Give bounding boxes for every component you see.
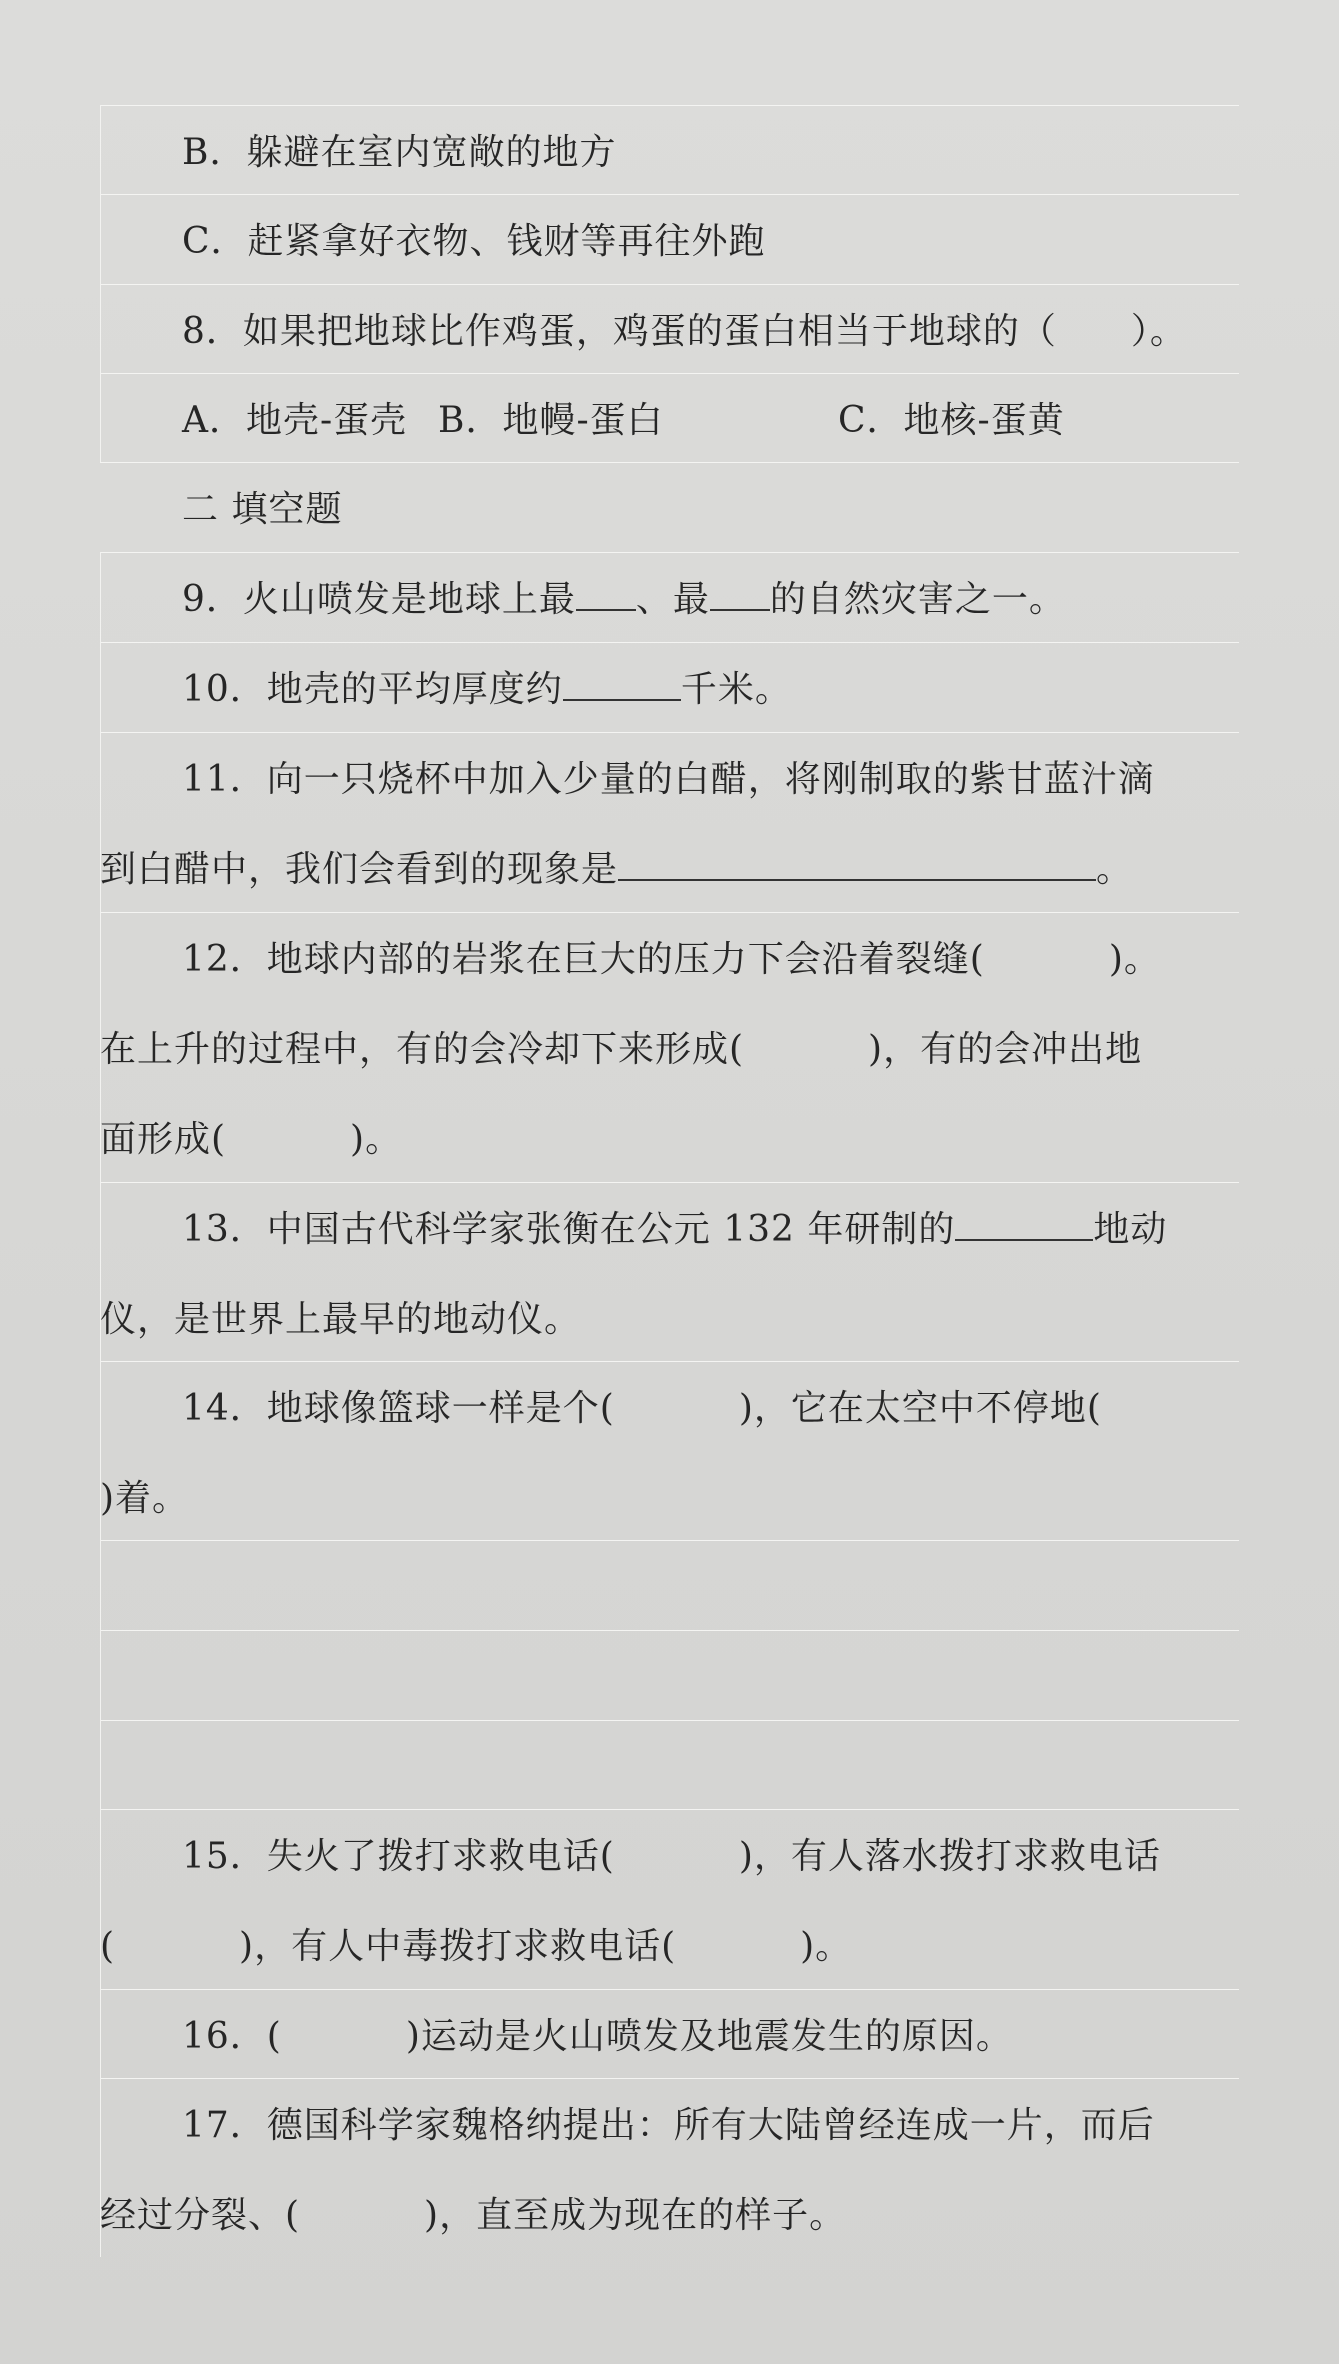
q12-text-5: 面形成( — [100, 1119, 227, 1160]
q11-text-2: 。 — [1096, 849, 1134, 890]
ruled-line — [100, 1809, 1239, 1810]
q10-blank[interactable] — [563, 669, 681, 701]
q14-line-1 — [100, 1364, 1239, 1454]
q9 — [100, 555, 1239, 645]
q17-text-1: 经过分裂、( — [100, 2195, 301, 2236]
q9-blank-2[interactable] — [710, 579, 770, 611]
q10-text-2: 千米。 — [680, 669, 792, 710]
q7-option-c: C．赶紧拿好衣物、钱财等再往外跑 — [182, 221, 766, 262]
q16-text-1: 16．( — [182, 2016, 282, 2057]
q17-line-2 — [100, 2171, 1239, 2261]
ruled-line — [100, 1630, 1239, 1631]
q8-option-a: A．地壳-蛋壳 — [182, 400, 408, 441]
q15-text-2: )，有人落水拨打求救电话 — [738, 1836, 1161, 1877]
ruled-line — [100, 1720, 1239, 1721]
q15-line-2 — [100, 1902, 1239, 1992]
q17-text-2: )，直至成为现在的样子。 — [424, 2195, 847, 2236]
q15-text-4: )，有人中毒拨打求救电话( — [239, 1926, 677, 1967]
q14-text-2: )，它在太空中不停地( — [738, 1388, 1102, 1429]
q10-text-1: 10．地壳的平均厚度约 — [182, 669, 563, 710]
q12-line-1 — [100, 915, 1239, 1005]
q12-line-2 — [100, 1005, 1239, 1095]
ruled-line — [100, 105, 1239, 106]
q13-line-1 — [100, 1185, 1239, 1275]
q12-text-4: )，有的会冲出地 — [868, 1029, 1143, 1070]
q12-text-3: 在上升的过程中，有的会冷却下来形成( — [100, 1029, 745, 1070]
q11-line-1: 11．向一只烧杯中加入少量的白醋，将刚制取的紫甘蓝汁滴 — [182, 759, 1155, 800]
q11-text-1: 到白醋中，我们会看到的现象是 — [100, 849, 619, 890]
q12-text-1: 12．地球内部的岩浆在巨大的压力下会沿着裂缝( — [182, 939, 985, 980]
q15-text-1: 15．失火了拨打求救电话( — [182, 1836, 615, 1877]
q14-line-2: )着。 — [100, 1478, 190, 1519]
q9-text-2: 、最 — [635, 579, 710, 620]
q7-option-b: B．躲避在室内宽敞的地方 — [182, 132, 617, 173]
q11-line-2 — [100, 825, 1239, 915]
q15-text-5: )。 — [800, 1926, 853, 1967]
q8-stem: 8．如果把地球比作鸡蛋，鸡蛋的蛋白相当于地球的（ ）。 — [182, 311, 1187, 352]
q15-text-3: ( — [100, 1926, 116, 1967]
q13-text-1: 13．中国古代科学家张衡在公元 132 年研制的 — [182, 1209, 956, 1250]
q8-options — [100, 376, 1239, 466]
q8-option-b: B．地幔-蛋白 — [438, 400, 664, 441]
q12-text-2: )。 — [1108, 939, 1161, 980]
q14-text-1: 14．地球像篮球一样是个( — [182, 1388, 615, 1429]
q8-option-c: C．地核-蛋黄 — [838, 400, 1065, 441]
q9-text-1: 9．火山喷发是地球上最 — [182, 579, 576, 620]
q16 — [100, 1992, 1239, 2082]
q13-text-2: 地动 — [1093, 1209, 1168, 1250]
q9-blank-1[interactable] — [576, 579, 636, 611]
q10 — [100, 645, 1239, 735]
q13-line-2: 仪，是世界上最早的地动仪。 — [100, 1299, 582, 1340]
q11-blank[interactable] — [618, 849, 1096, 881]
q9-text-3: 的自然灾害之一。 — [769, 579, 1066, 620]
section-title: 二 填空题 — [182, 489, 343, 530]
q16-text-2: )运动是火山喷发及地震发生的原因。 — [405, 2016, 1013, 2057]
q12-line-3 — [100, 1095, 1239, 1185]
q17-line-1: 17．德国科学家魏格纳提出：所有大陆曾经连成一片，而后 — [182, 2105, 1155, 2146]
q13-blank[interactable] — [955, 1209, 1093, 1241]
q15-line-1 — [100, 1812, 1239, 1902]
q12-text-6: )。 — [350, 1119, 403, 1160]
